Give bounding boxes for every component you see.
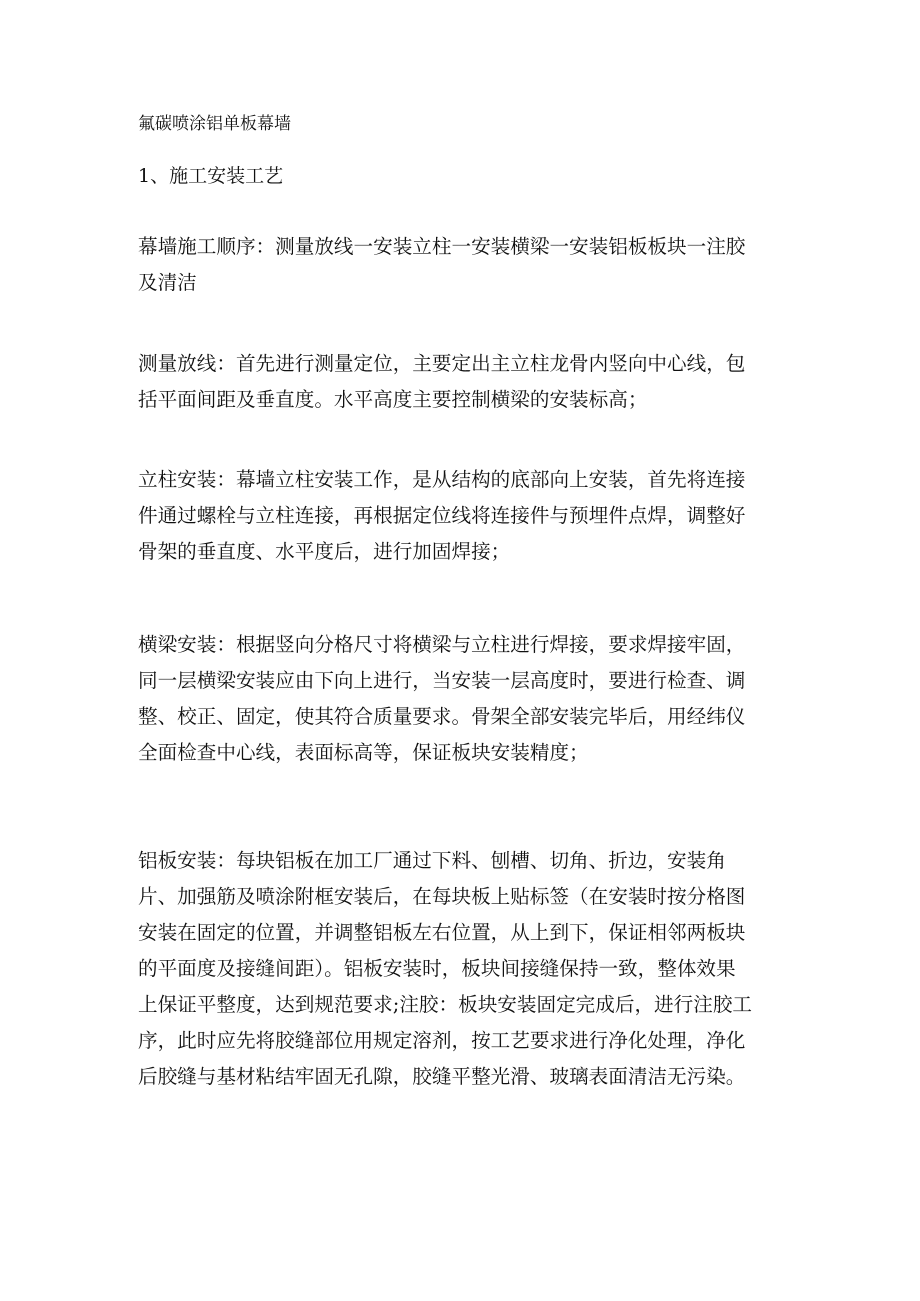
paragraph-line: 序，此时应先将胶缝部位用规定溶剂，按工艺要求进行净化处理，净化 [138, 1029, 746, 1052]
paragraph-line: 上保证平整度，达到规范要求;注胶：板块安装固定完成后，进行注胶工 [138, 993, 753, 1016]
paragraph-line: 铝板安装：每块铝板在加工厂通过下料、刨槽、切角、折边，安装角 [138, 849, 726, 872]
paragraph-line: 同一层横梁安装应由下向上进行，当安装一层高度时，要进行检查、调 [138, 669, 746, 692]
paragraph-surveying [138, 346, 745, 418]
paragraph-line: 立柱安装：幕墙立柱安装工作，是从结构的底部向上安装，首先将连接 [138, 468, 746, 491]
paragraph-line: 的平面度及接缝间距）。铝板安装时，板块间接缝保持一致，整体效果 [138, 957, 736, 980]
paragraph-line: 件通过螺栓与立柱连接，再根据定位线将连接件与预埋件点焊，调整好 [138, 504, 746, 527]
document-title: 氟碳喷涂铝单板幕墙 [138, 114, 291, 134]
paragraph-line: 整、校正、固定，使其符合质量要求。骨架全部安装完毕后，用经纬仪 [138, 705, 746, 728]
paragraph-line: 幕墙施工顺序：测量放线一安装立柱一安装横梁一安装铝板板块一注胶 [138, 235, 746, 258]
paragraph-line: 括平面间距及垂直度。水平高度主要控制横梁的安装标高； [138, 388, 648, 411]
paragraph-line: 后胶缝与基材粘结牢固无孔隙，胶缝平整光滑、玻璃表面清洁无污染。 [138, 1065, 746, 1088]
section-heading: 1、施工安装工艺 [138, 165, 284, 187]
paragraph-line: 测量放线：首先进行测量定位，主要定出主立柱龙骨内竖向中心线，包 [138, 352, 746, 375]
paragraph-line: 片、加强筋及喷涂附框安装后，在每块板上贴标签（在安装时按分格图 [138, 885, 746, 908]
paragraph-line: 安装在固定的位置，并调整铝板左右位置，从上到下，保证相邻两板块 [138, 921, 746, 944]
paragraph-construction-sequence [138, 229, 745, 301]
paragraph-line: 及清洁 [138, 271, 197, 294]
paragraph-beam-installation [138, 627, 745, 771]
paragraph-line: 横梁安装：根据竖向分格尺寸将横梁与立柱进行焊接，要求焊接牢固， [138, 633, 746, 656]
paragraph-line: 骨架的垂直度、水平度后，进行加固焊接； [138, 540, 511, 563]
paragraph-column-installation [138, 462, 745, 570]
paragraph-aluminum-panel-installation [138, 843, 752, 1095]
paragraph-line: 全面检查中心线，表面标高等，保证板块安装精度； [138, 741, 589, 764]
